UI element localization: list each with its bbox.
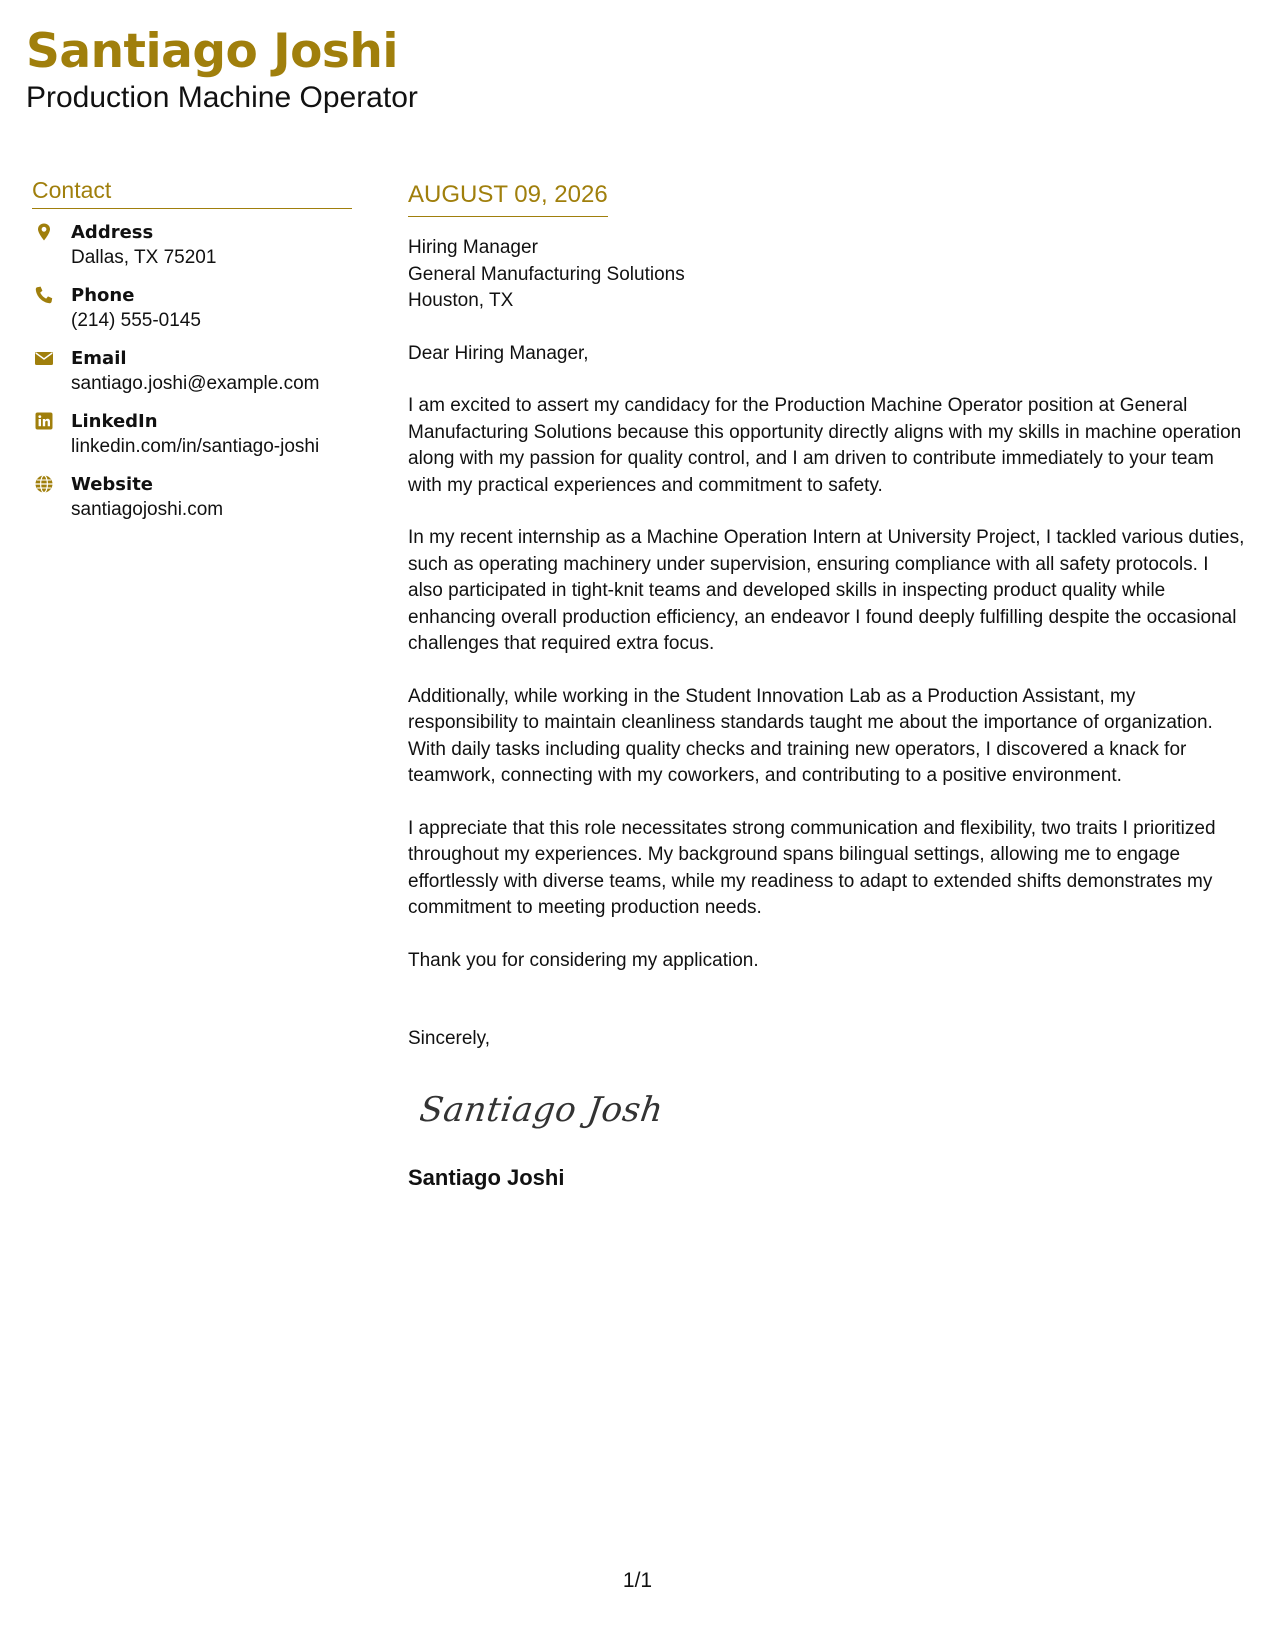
body-paragraph: Thank you for considering my application. bbox=[408, 949, 759, 971]
contact-item-phone bbox=[32, 284, 352, 347]
contact-item-address bbox=[32, 221, 352, 284]
recipient-title: Hiring Manager bbox=[408, 237, 538, 258]
recipient-block bbox=[408, 235, 1248, 315]
body-paragraph: I am excited to assert my candidacy for the Production Machine Operator position at General Manufacturing Solutions because this opportunity directly aligns with my skills in machine operation along with my passion for quality control, and I am driven to contribute immediately to your team with my practical experiences and commitment to safety. bbox=[408, 395, 1242, 496]
email-value[interactable]: santiago.joshi@example.com bbox=[71, 373, 320, 394]
body-paragraph: I appreciate that this role necessitates strong communication and flexibility, two traits I prioritized throughout my experiences. My background spans bilingual settings, allowing me to engage effortlessly with diverse teams, while my readiness to adapt to extended shifts demonstrates my commitment to meeting production needs. bbox=[408, 817, 1216, 918]
body-paragraph: Additionally, while working in the Student Innovation Lab as a Production Assistant, my responsibility to maintain cleanliness standards taught me about the importance of organization. With daily tasks including quality checks and training new operators, I discovered a knack for teamwork, connecting with my coworkers, and contributing to a positive environment. bbox=[408, 685, 1213, 786]
linkedin-icon bbox=[34, 411, 54, 431]
letter-date: AUGUST 09, 2026 bbox=[408, 181, 608, 208]
envelope-icon bbox=[34, 348, 54, 368]
contact-label: Email bbox=[71, 348, 127, 369]
handwritten-signature bbox=[420, 1081, 660, 1141]
contact-item-website bbox=[32, 473, 352, 536]
contact-heading: Contact bbox=[32, 176, 352, 209]
applicant-name: Santiago Joshi bbox=[26, 24, 398, 79]
map-pin-icon bbox=[34, 222, 54, 242]
contact-item-email bbox=[32, 347, 352, 410]
recipient-location: Houston, TX bbox=[408, 290, 514, 311]
letter-body bbox=[408, 180, 1248, 1192]
phone-value[interactable]: (214) 555-0145 bbox=[71, 310, 201, 331]
contact-label: LinkedIn bbox=[71, 411, 158, 432]
page-number: 1/1 bbox=[622, 1569, 653, 1592]
globe-icon bbox=[34, 474, 54, 494]
contact-label: Address bbox=[71, 222, 154, 243]
salutation: Dear Hiring Manager, bbox=[408, 342, 589, 364]
date-block bbox=[408, 180, 608, 217]
closing: Sincerely, bbox=[408, 1028, 491, 1049]
linkedin-value[interactable]: linkedin.com/in/santiago-joshi bbox=[71, 436, 320, 457]
contact-list bbox=[32, 221, 352, 536]
contact-label: Website bbox=[71, 474, 154, 495]
applicant-role: Production Machine Operator bbox=[26, 81, 418, 114]
recipient-company: General Manufacturing Solutions bbox=[408, 263, 685, 285]
signature-text: Santiago Joshi bbox=[420, 1089, 660, 1130]
signer-name: Santiago Joshi bbox=[408, 1164, 565, 1190]
letter-header bbox=[26, 22, 418, 116]
contact-sidebar bbox=[32, 176, 352, 536]
website-value[interactable]: santiagojoshi.com bbox=[71, 499, 224, 520]
contact-label: Phone bbox=[71, 285, 135, 306]
body-paragraph: In my recent internship as a Machine Operation Intern at University Project, I tackled various duties, such as operating machinery under supervision, ensuring compliance with all safety protocols. I also participated in tight-knit teams and developed skills in inspecting product quality while enhancing overall production efficiency, an endeavor I found deeply fulfilling despite the occasional challenges that required extra focus. bbox=[408, 527, 1245, 654]
contact-item-linkedin bbox=[32, 410, 352, 473]
address-value: Dallas, TX 75201 bbox=[71, 247, 217, 268]
phone-icon bbox=[34, 285, 54, 305]
